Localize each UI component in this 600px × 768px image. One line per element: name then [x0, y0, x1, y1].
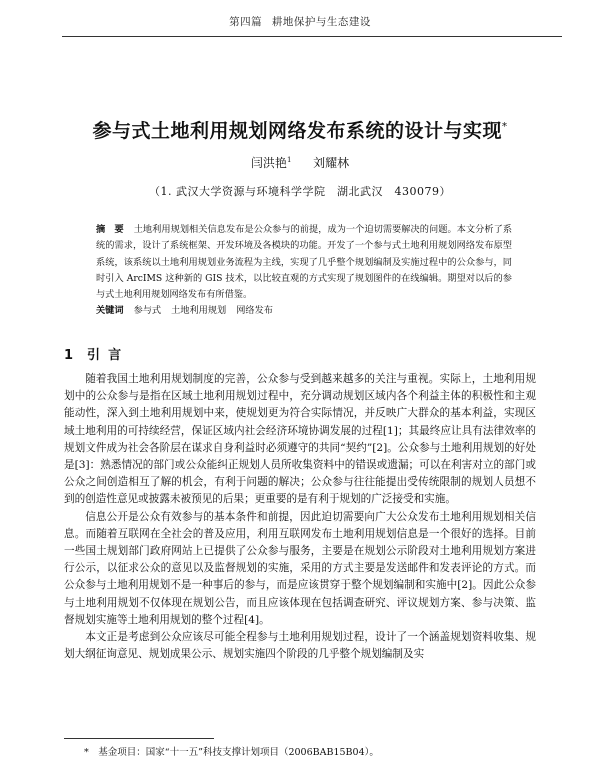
- abstract-paragraph: [96, 222, 512, 303]
- affiliation: （1. 武汉大学资源与环境科学学院 湖北武汉 430079）: [149, 185, 451, 198]
- running-header: [0, 14, 600, 29]
- footnote: * 基金项目：国家“十一五”科技支撑计划项目（2006BAB15B04）。: [84, 747, 379, 758]
- abstract-text: 土地利用规划相关信息发布是公众参与的前提，成为一个迫切需要解决的问题。本文分析了系统的需求，设计了系统框架、开发环境及各模块的功能。开发了一个参与式土地利用规划网络发布原型系统，该系统以土地利用规划业务流程为主线，实现了几乎整个规划编制及实施过程中的公众参与，同时引入 ArcIMS 这种新的 GIS 技术，以比较直观的方式实现了规划图件的在线编辑。期望对以后的参与式土地利用规划网络发布有所借鉴。: [96, 224, 513, 301]
- author-name: 刘耀林: [313, 156, 350, 170]
- header-section: 耕地保护与生态建设: [271, 16, 371, 28]
- header-rule: [62, 36, 562, 37]
- abstract-block: [96, 222, 512, 320]
- keyword: 参与式: [133, 305, 162, 317]
- section-heading: [64, 344, 121, 363]
- section-number: 1: [64, 348, 74, 363]
- title-footnote-mark: *: [502, 121, 508, 133]
- section-title-char: 言: [108, 348, 122, 363]
- author-name: 闫洪艳: [250, 156, 287, 170]
- title-text: 参与式土地利用规划网络发布系统的设计与实现: [92, 120, 502, 142]
- section-title-char: 引: [87, 348, 101, 363]
- keywords-label: 关键词: [96, 305, 124, 317]
- keyword: 土地利用规划: [171, 305, 227, 317]
- keywords-line: [96, 303, 512, 319]
- abstract-label: 摘 要: [96, 224, 124, 235]
- header-part: 第四篇: [229, 16, 263, 28]
- author-affil-mark: 1: [286, 156, 292, 164]
- paper-title: [0, 116, 600, 143]
- footnote-rule: [64, 738, 214, 739]
- keyword: 网络发布: [236, 305, 273, 317]
- body-paragraph: 本文正是考虑到公众应该尽可能全程参与土地利用规划过程，设计了一个涵盖规划资料收集、规划大纲征询意见、规划成果公示、规划实施四个阶段的几乎整个规划编制及实: [64, 631, 536, 661]
- author-line: [0, 154, 600, 171]
- body-paragraph: 信息公开是公众有效参与的基本条件和前提，因此迫切需要向广大公众发布土地利用规划相关信息。而随着互联网在全社会的普及应用，利用互联网发布土地利用规划信息是一个很好的选择。目前一些国土规划部门政府网站上已提供了公众参与服务，主要是在规划公示阶段对土地利用规划方案进行公示，以征求公众的意见以及监督规划的实施，采用的方式主要是发送邮件和发表评论的方式。而公众参与土地利用规划不是一种事后的参与，而是应该贯穿于整个规划编制和实施中[2]。因此公众参与土地利用规划不仅体现在规划公告，而且应该体现在包括调查研究、评议规划方案、参与决策、监督规划实施等土地利用规划的整个过程[4]。: [64, 510, 536, 626]
- body-text: [64, 371, 536, 663]
- body-paragraph: 随着我国土地利用规划制度的完善，公众参与受到越来越多的关注与重视。实际上，土地利用规划中的公众参与是指在区域土地利用规划过程中，充分调动规划区域内各个利益主体的积极性和主观能动性，深入到土地利用规划中来，使规划更为符合实际情况，并反映广大群众的基本利益，实现区域土地利用的可持续经营，保证区域内社会经济环境协调发展的过程[1]；其最终应让具有法律效率的规划文件成为社会各阶层在谋求自身利益时必须遵守的共同“契约”[2]。公众参与土地利用规划的好处是[3]：熟悉情况的部门或公众能纠正规划人员所收集资料中的错误或遗漏；可以在利害对立的部门或公众之间创造相互了解的机会，有利于问题的解决；公众参与往往能提出受传统限制的规划人员想不到的创造性意见或披露未被预见的后果；更重要的是有利于规划的广泛接受和实施。: [64, 373, 536, 506]
